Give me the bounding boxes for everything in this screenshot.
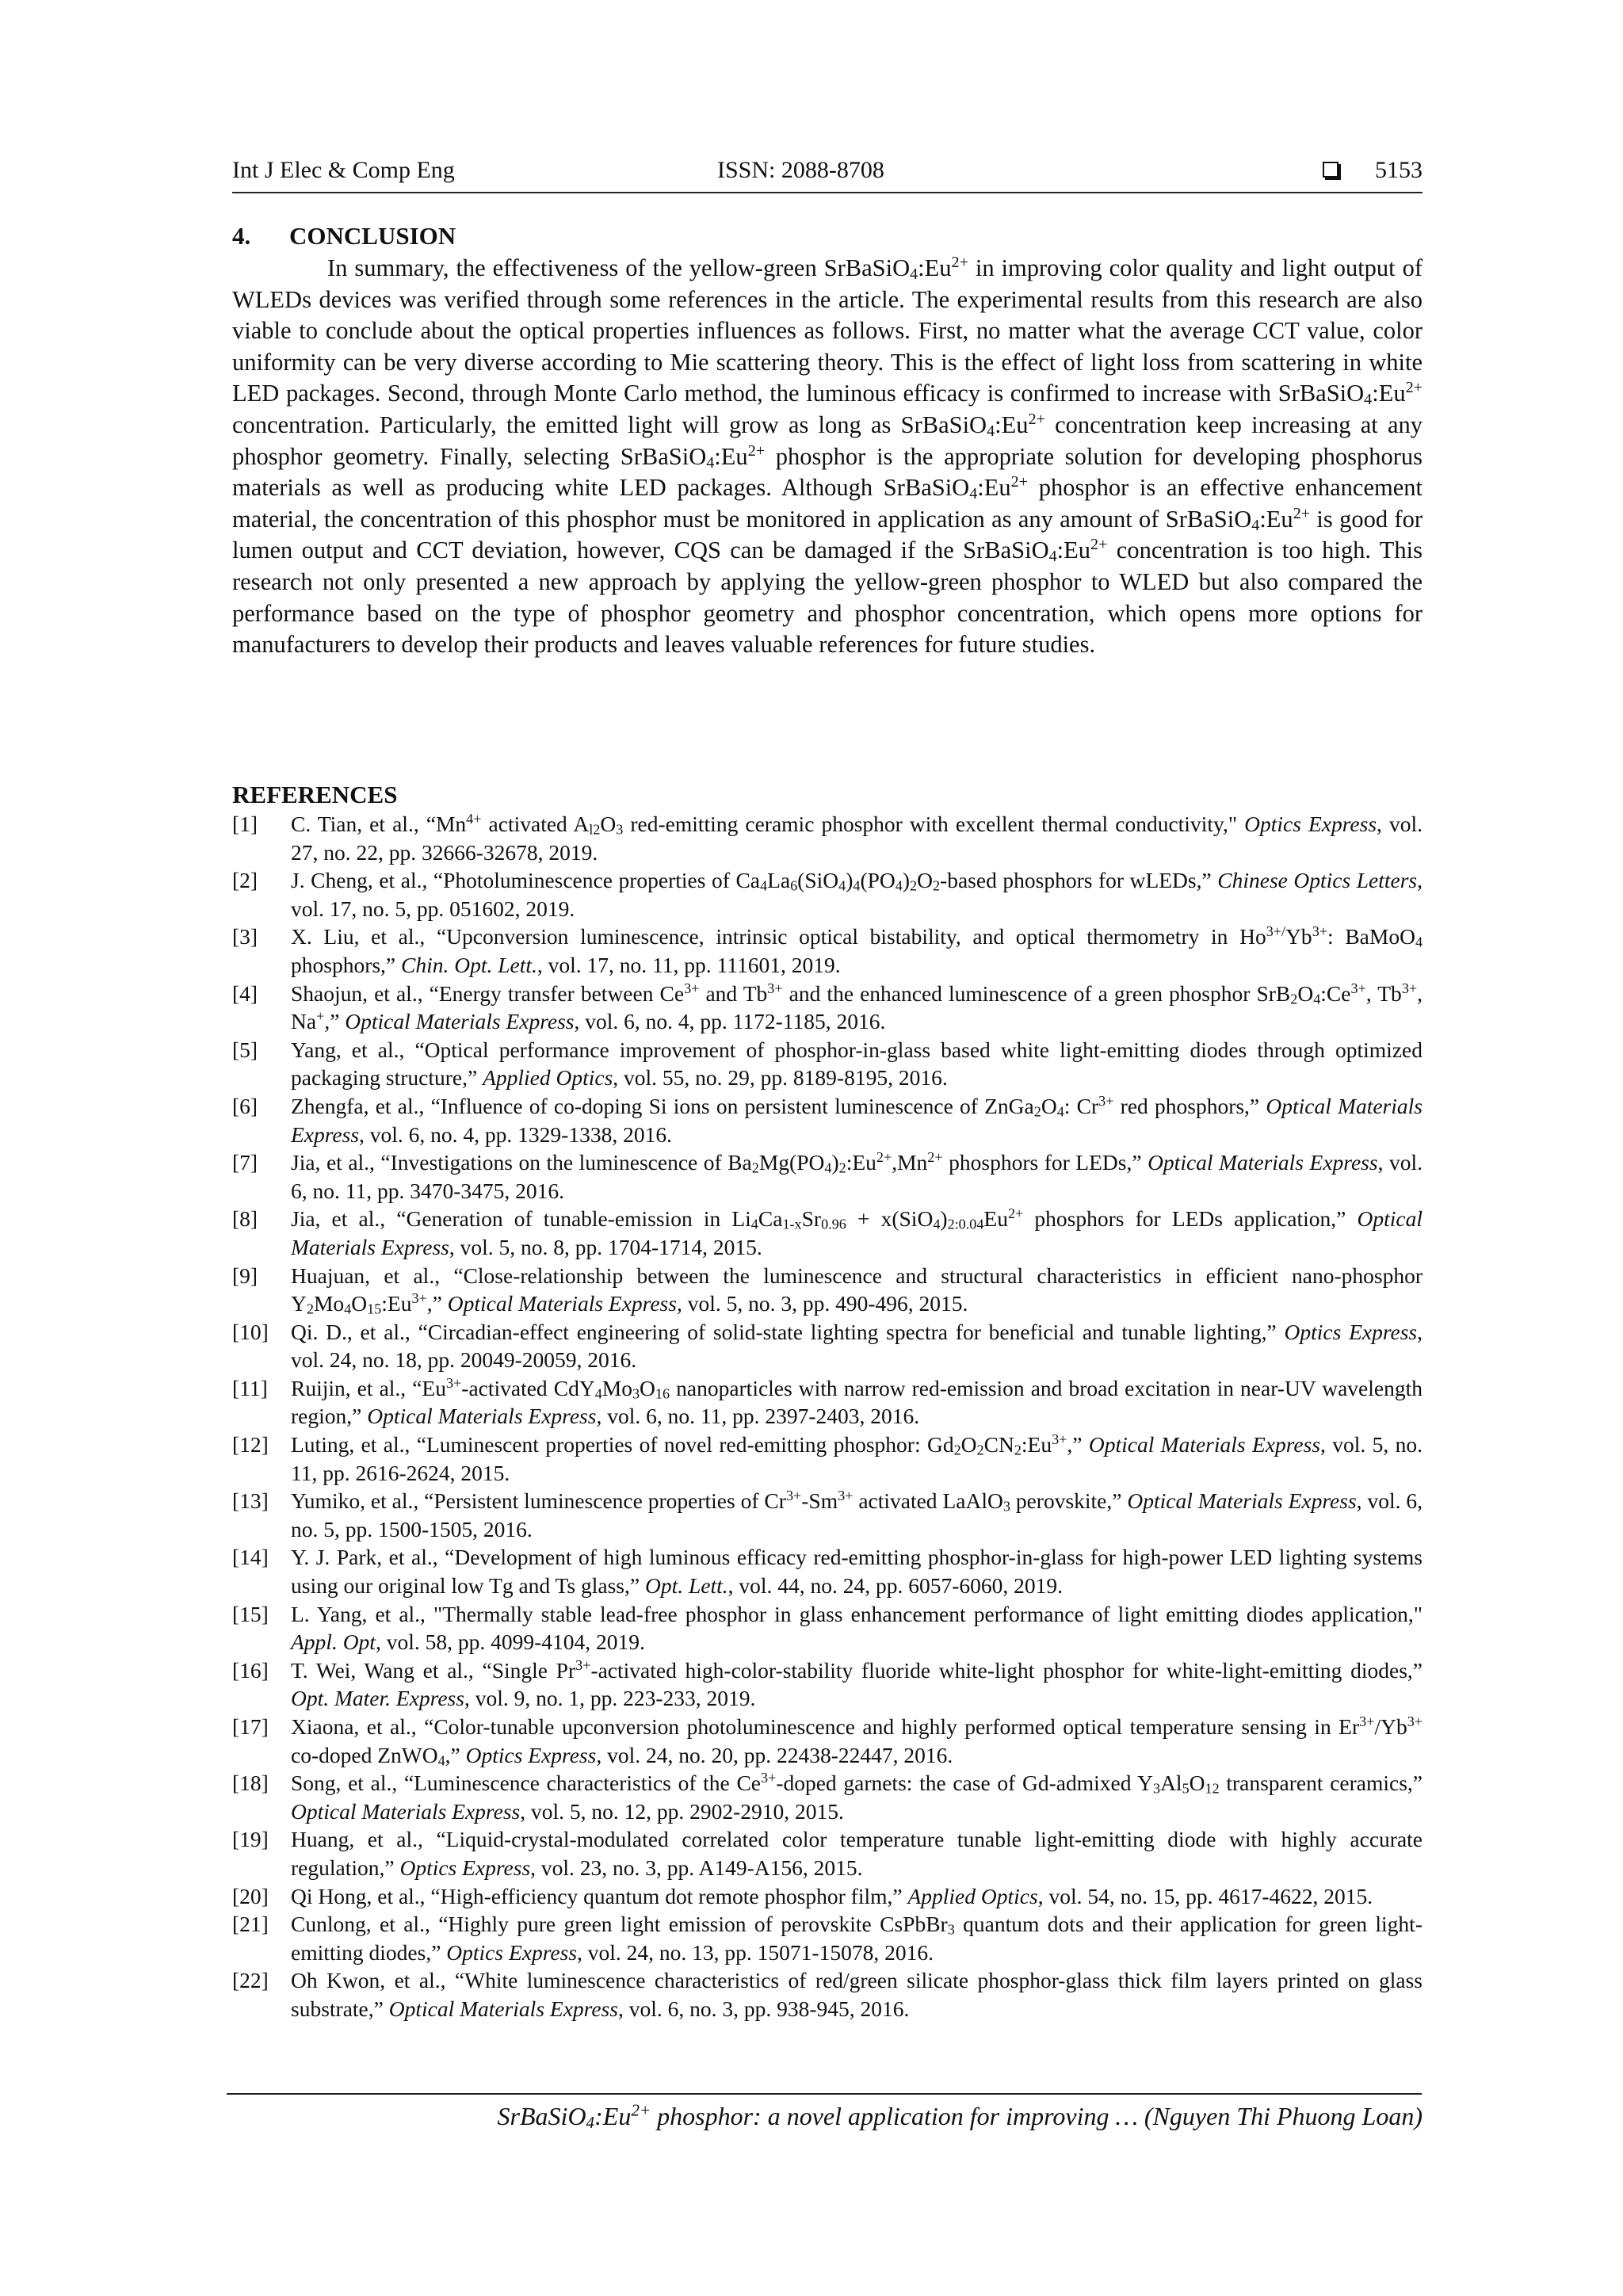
reference-item (232, 1262, 1423, 1318)
reference-item (232, 1882, 1423, 1911)
reference-item (232, 923, 1423, 979)
reference-number: [21] (232, 1912, 269, 1937)
reference-item (232, 1825, 1423, 1881)
conclusion-paragraph: In summary, the effectiveness of the yellow-green $SrBaSiO_4:Eu^{2+}$ in improving color quality and light output of WLEDs devices was verified through some references in the article. The experimental results from this research are also viable to conclude about the optical properties influences as follows. First, no matter what the average CCT value, color uniformity can be very diverse according to Mie scattering theory. This is the effect of light loss from scattering in white LED packages. Second, through Monte Carlo method, the luminous efficacy is confirmed to increase with $SrBaSiO_4:Eu^{2+}$ concentration. Particularly, the emitted light will grow as long as $SrBaSiO_4:Eu^{2+}$ concentration keep increasing at any phosphor geometry. Finally, selecting $SrBaSiO_4:Eu^{2+}$ phosphor is the appropriate solution for developing phosphorus materials as well as producing white LED packages. Although $SrBaSiO_4:Eu^{2+}$ phosphor is an effective enhancement material, the concentration of this phosphor must be monitored in application as any amount of $SrBaSiO_4:Eu^{2+}$ is good for lumen output and CCT deviation, however, CQS can be damaged if the $SrBaSiO_4:Eu^{2+}$ concentration is too high. This research not only presented a new approach by applying the yellow-green phosphor to WLED but also compared the performance based on the type of phosphor geometry and phosphor concentration, which opens more options for manufacturers to develop their products and leaves valuable references for future studies. (232, 253, 1423, 659)
issn: ISSN: 2088-8708 (717, 157, 884, 183)
reference-number: [8] (232, 1206, 258, 1232)
reference-text: Zhengfa, et al., “Influence of co-doping Si ions on persistent luminescence of $ZnGa_2O_4$: $Cr^{3+}$ red phosphors,” Optical Materials Express, vol. 6, no. 4, pp. 1329-1338, 2016. (291, 1092, 1423, 1147)
reference-text: L. Yang, et al., "Thermally stable lead-free phosphor in glass enhancement performance of light emitting diodes application," Appl. Opt, vol. 58, pp. 4099-4104, 2019. (291, 1601, 1423, 1655)
reference-list (232, 810, 1423, 2023)
reference-item (232, 980, 1423, 1036)
reference-text: Cunlong, et al., “Highly pure green light emission of perovskite CsPbBr$_3$ quantum dots and their application for green light-emitting diodes,” Optics Express, vol. 24, no. 13, pp. 15071-15078, 2016. (291, 1912, 1423, 1965)
reference-number: [6] (232, 1093, 258, 1118)
reference-number: [19] (232, 1827, 269, 1852)
reference-text: Xiaona, et al., “Color-tunable upconversion photoluminescence and highly performed optical temperature sensing in $Er^{3+}/Yb^{3+}$ co-doped ZnWO$_4$,” Optics Express, vol. 24, no. 20, pp. 22438-22447, 2016. (291, 1713, 1423, 1769)
reference-item (232, 1656, 1423, 1713)
reference-number: [9] (232, 1263, 258, 1288)
reference-item (232, 1205, 1423, 1261)
reference-number: [12] (232, 1432, 269, 1457)
reference-item (232, 866, 1423, 923)
reference-text: Jia, et al., “Generation of tunable-emission in $Li_4Ca_{1-x}Sr_{0.96} + x(SiO_4)_{2:0.04}Eu^{2+}$ phosphors for LEDs application,” Optical Materials Express, vol. 5, no. 8, pp. 1704-1714, 2015. (291, 1205, 1423, 1259)
reference-number: [18] (232, 1771, 269, 1796)
reference-text: Luting, et al., “Luminescent properties of novel red-emitting phosphor: $Gd_2O_2CN_2:Eu^{3+}$,” Optical Materials Express, vol. 5, no. 11, pp. 2616-2624, 2015. (291, 1431, 1423, 1485)
reference-text: C. Tian, et al., “$Mn^{4+}$ activated $A_{l2}O_3$ red-emitting ceramic phosphor with excellent thermal conductivity," Optics Express, vol. 27, no. 22, pp. 32666-32678, 2019. (291, 811, 1423, 865)
reference-item (232, 1374, 1423, 1431)
reference-item (232, 1966, 1423, 2023)
reference-number: [7] (232, 1150, 258, 1175)
reference-item (232, 1487, 1423, 1543)
reference-number: [2] (232, 868, 258, 893)
reference-text: Jia, et al., “Investigations on the luminescence of $Ba_2Mg(PO_4)_2:Eu^{2+},Mn^{2+}$ phosphors for LEDs,” Optical Materials Express, vol. 6, no. 11, pp. 3470-3475, 2016. (291, 1149, 1423, 1203)
reference-item (232, 810, 1423, 866)
reference-item (232, 1910, 1423, 1966)
reference-text: Huang, et al., “Liquid-crystal-modulated correlated color temperature tunable light-emitting diode with highly accurate regulation,” Optics Express, vol. 23, no. 3, pp. A149-A156, 2015. (291, 1827, 1423, 1880)
reference-item (232, 1148, 1423, 1205)
reference-item (232, 1713, 1423, 1769)
reference-text: Yang, et al., “Optical performance improvement of phosphor-in-glass based white light-emitting diodes through optimized packaging structure,” Applied Optics, vol. 55, no. 29, pp. 8189-8195, 2016. (291, 1037, 1423, 1091)
reference-text: Yumiko, et al., “Persistent luminescence properties of $Cr^{3+}-Sm^{3+}$ activated LaAlO$_3$ perovskite,” Optical Materials Express, vol. 6, no. 5, pp. 1500-1505, 2016. (291, 1488, 1423, 1541)
section-number: 4. (232, 222, 251, 250)
reference-number: [4] (232, 980, 258, 1006)
reference-item (232, 1431, 1423, 1487)
reference-text: J. Cheng, et al., “Photoluminescence properties of $Ca_4La_6(SiO_4)_4(PO_4)_2O_2$-based phosphors for wLEDs,” Chinese Optics Letters, vol. 17, no. 5, pp. 051602, 2019. (291, 868, 1423, 921)
reference-text: Y. J. Park, et al., “Development of high luminous efficacy red-emitting phosphor-in-glass for high-power LED lighting systems using our original low Tg and Ts glass,” Opt. Lett., vol. 44, no. 24, pp. 6057-6060, 2019. (291, 1545, 1423, 1599)
reference-number: [5] (232, 1037, 258, 1062)
reference-number: [16] (232, 1657, 269, 1683)
reference-number: [3] (232, 924, 258, 949)
reference-text: Shaojun, et al., “Energy transfer between $Ce^{3+}$ and $Tb^{3+}$ and the enhanced luminescence of a green phosphor $SrB_2O_4:Ce^{3+}$, $Tb^{3+}$, Na+,” Optical Materials Express, vol. 6, no. 4, pp. 1172-1185, 2016. (291, 980, 1423, 1034)
reference-item (232, 1543, 1423, 1599)
reference-number: [10] (232, 1319, 269, 1344)
page-number: 5153 (1375, 157, 1423, 183)
reference-text: Qi Hong, et al., “High-efficiency quantum dot remote phosphor film,” Applied Optics, vol. 54, no. 15, pp. 4617-4622, 2015. (291, 1883, 1373, 1908)
reference-item (232, 1036, 1423, 1092)
reference-number: [20] (232, 1883, 269, 1908)
reference-number: [22] (232, 1968, 269, 1993)
reference-number: [17] (232, 1714, 269, 1739)
reference-text: X. Liu, et al., “Upconversion luminescence, intrinsic optical bistability, and optical thermometry in $Ho^{3+/}Yb^{3+}$: BaMoO$_4$ phosphors,” Chin. Opt. Lett., vol. 17, no. 11, pp. 111601, 2019. (291, 923, 1423, 977)
reference-item (232, 1092, 1423, 1148)
reference-number: [13] (232, 1488, 269, 1514)
hollow-square-icon (1323, 162, 1338, 178)
section-heading (232, 222, 456, 250)
reference-number: [14] (232, 1545, 269, 1570)
reference-text: Ruijin, et al., “$Eu^{3+}$-activated $CdY_4Mo_3O_{16}$ nanoparticles with narrow red-emission and broad excitation in near-UV wavelength region,” Optical Materials Express, vol. 6, no. 11, pp. 2397-2403, 2016. (291, 1374, 1423, 1429)
reference-text: Oh Kwon, et al., “White luminescence characteristics of red/green silicate phosphor-glass thick film layers printed on glass substrate,” Optical Materials Express, vol. 6, no. 3, pp. 938-945, 2016. (291, 1968, 1423, 2021)
reference-text: Qi. D., et al., “Circadian-effect engineering of solid-state lighting spectra for beneficial and tunable lighting,” Optics Express, vol. 24, no. 18, pp. 20049-20059, 2016. (291, 1319, 1423, 1373)
reference-item (232, 1600, 1423, 1656)
reference-number: [15] (232, 1601, 269, 1626)
reference-number: [11] (232, 1375, 268, 1400)
reference-item (232, 1769, 1423, 1825)
reference-number: [1] (232, 812, 258, 836)
reference-text: Huajuan, et al., “Close-relationship between the luminescence and structural characteristics in efficient nano-phosphor $Y_2Mo_4O_{15}:Eu^{3+}$,” Optical Materials Express, vol. 5, no. 3, pp. 490-496, 2015. (291, 1263, 1423, 1317)
journal-name: Int J Elec & Comp Eng (232, 157, 455, 183)
reference-text: T. Wei, Wang et al., “Single $Pr^{3+}$-activated high-color-stability fluoride white-light phosphor for white-light-emitting diodes,” Opt. Mater. Express, vol. 9, no. 1, pp. 223-233, 2019. (291, 1656, 1423, 1711)
page-header (232, 151, 1423, 193)
reference-item (232, 1318, 1423, 1374)
footer-rule (227, 2093, 1422, 2095)
section-title: CONCLUSION (289, 222, 456, 250)
references-heading: REFERENCES (232, 781, 398, 808)
reference-text: Song, et al., “Luminescence characteristics of the $Ce^{3+}$-doped garnets: the case of Gd-admixed $Y_3Al_5O_{12}$ transparent ceramics,” Optical Materials Express, vol. 5, no. 12, pp. 2902-2910, 2015. (291, 1770, 1423, 1824)
running-footer: $SrBaSiO_4:Eu^{2+}$ phosphor: a novel application for improving … (Nguyen Thi Phuong Loan) (497, 2100, 1423, 2133)
